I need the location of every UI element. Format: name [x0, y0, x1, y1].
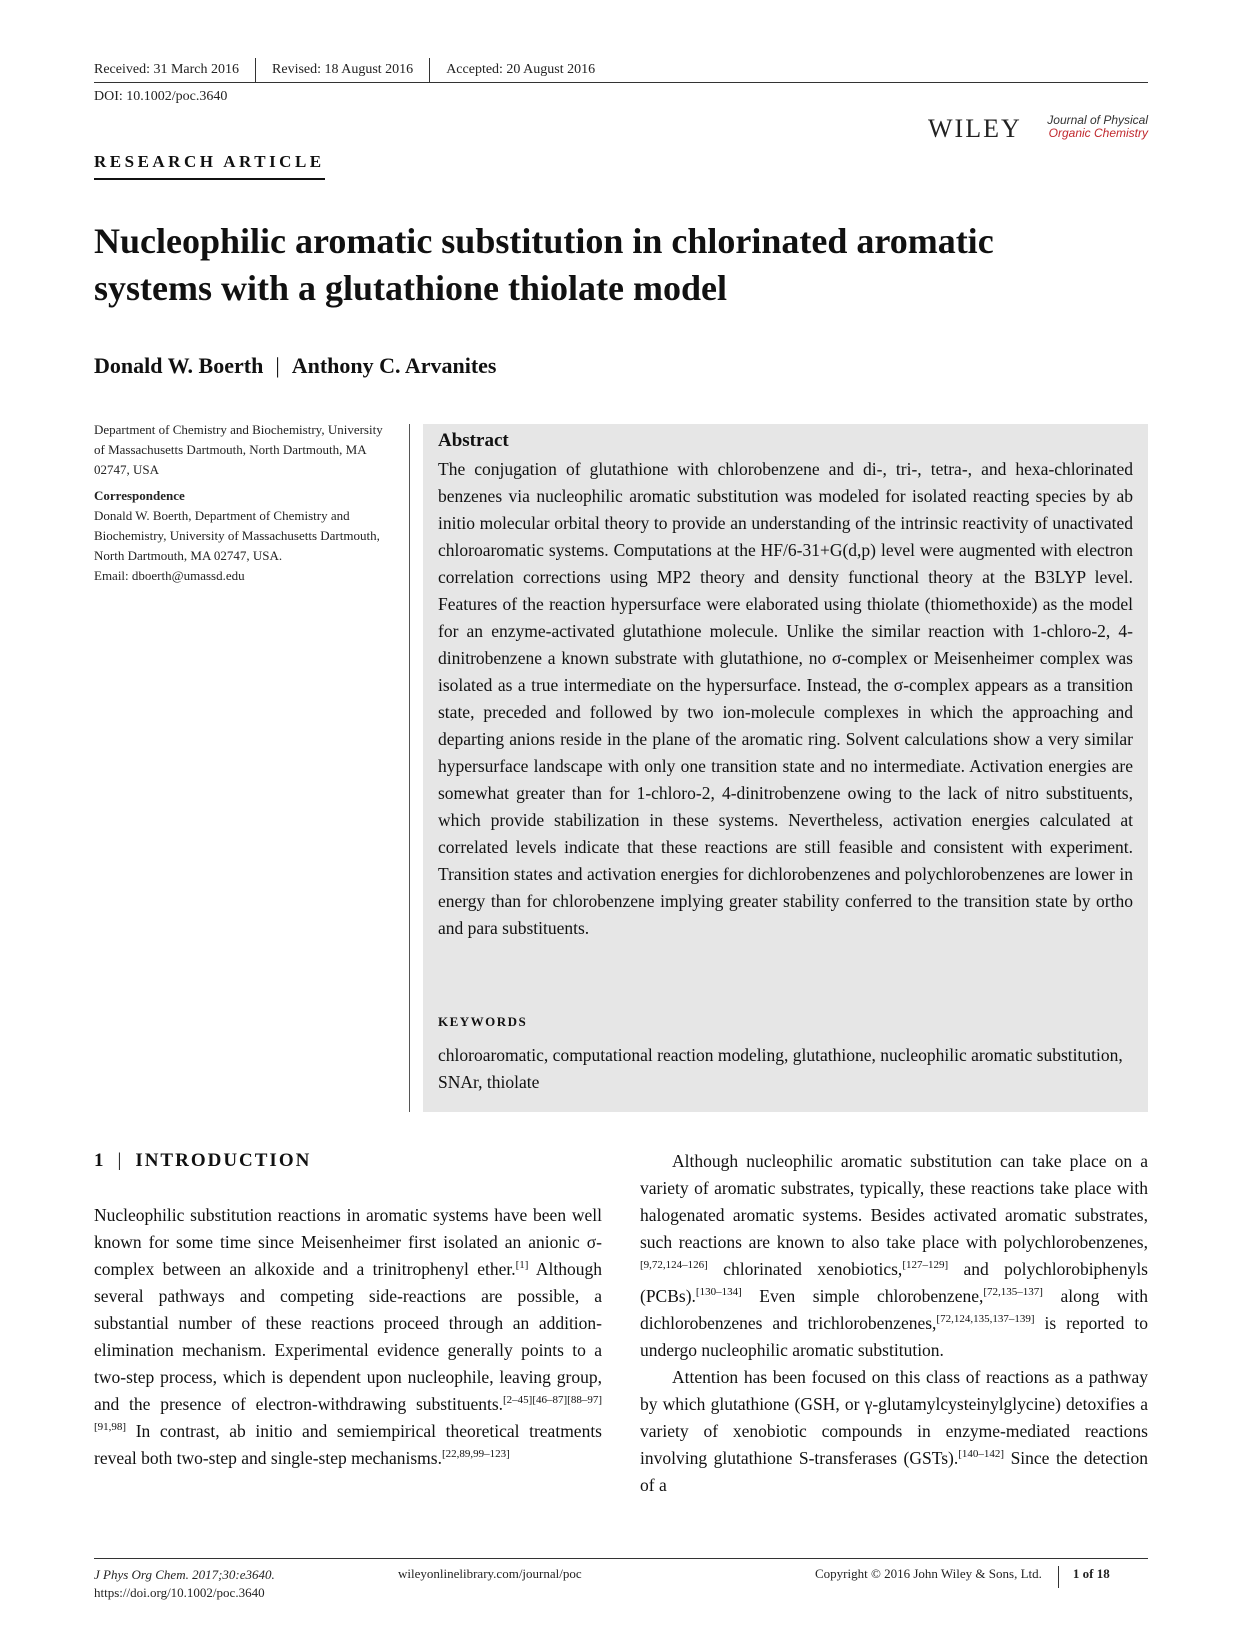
body-text: Nucleophilic substitution reactions in aromatic systems have been well known for some time since Meisenheimer first isolated an anionic σ-complex between an alkoxide and a trinitrophenyl ether. [94, 1205, 602, 1279]
section-heading [94, 1150, 311, 1172]
section-title: INTRODUCTION [135, 1150, 312, 1171]
journal-logo-line1: Journal of Physical [1047, 113, 1148, 127]
paper-title: Nucleophilic aromatic substitution in chlorinated aromatic systems with a glutathione thiolate model [94, 221, 994, 308]
affiliation-block [94, 420, 394, 586]
author-separator: | [275, 353, 280, 378]
body-column-left [94, 1202, 602, 1472]
divider [429, 58, 430, 82]
keywords-heading: KEYWORDS [438, 1014, 528, 1029]
page-number: 1 of 18 [1072, 1566, 1110, 1581]
journal-logo [1038, 114, 1148, 140]
publisher-logo: WILEY [928, 114, 1022, 143]
footer-citation: J Phys Org Chem. 2017;30:e3640. [94, 1567, 275, 1582]
keywords-text: chloroaromatic, computational reaction modeling, glutathione, nucleophilic aromatic substitution, SNAr, thiolate [438, 1045, 1123, 1092]
body-column-right [640, 1148, 1148, 1499]
copyright: Copyright © 2016 John Wiley & Sons, Ltd. [815, 1566, 1042, 1581]
body-text: and polychlorobiphenyls (PCBs). [640, 1259, 1148, 1306]
paragraph [640, 1148, 1148, 1364]
footer-right [815, 1566, 1110, 1588]
correspondence-address: Donald W. Boerth, Department of Chemistry and Biochemistry, University of Massachusetts Dartmouth, North Dartmouth, MA 02747, USA. [94, 508, 380, 563]
body-text: In contrast, ab initio and semiempirical theoretical treatments reveal both two-step and single-step mechanisms. [94, 1421, 602, 1468]
body-text: Although nucleophilic aromatic substitution can take place on a variety of aromatic substrates, typically, these reactions take place with halogenated aromatic systems. Besides activated aromatic substrates, such reactions are known to also take place with polychlorobenzenes, [640, 1151, 1148, 1252]
received-date: Received: 31 March 2016 [94, 62, 240, 77]
citation-ref[interactable]: [140–142] [958, 1448, 1005, 1460]
author-name[interactable]: Anthony C. Arvanites [291, 353, 497, 378]
divider [1058, 1566, 1059, 1588]
citation-ref[interactable]: [22,89,99–123] [441, 1448, 510, 1460]
citation-ref[interactable]: [127–129] [902, 1259, 949, 1271]
body-text: chlorinated xenobiotics, [707, 1259, 903, 1279]
section-number: 1 [94, 1150, 106, 1171]
body-text: Attention has been focused on this class of reactions as a pathway by which glutathione (GSH, or γ-glutamylcysteinylglycine) detoxifies a variety of xenobiotic compounds in enzyme-mediated reactions involving glutathione S-transferases (GSTs). [640, 1367, 1148, 1468]
citation-ref[interactable]: [9,72,124–126] [640, 1259, 708, 1271]
accepted-date: Accepted: 20 August 2016 [446, 62, 596, 77]
footer-site-link[interactable]: wileyonlinelibrary.com/journal/poc [398, 1566, 582, 1581]
footer-citation-block [94, 1566, 275, 1602]
body-text: Even simple chlorobenzene, [741, 1286, 984, 1306]
journal-logo-line2: Organic Chemistry [1048, 126, 1148, 140]
body-text: is reported to undergo nucleophilic aromatic substitution. [640, 1313, 1148, 1360]
body-text: Since the detection of a [640, 1448, 1148, 1495]
abstract-text: The conjugation of glutathione with chlorobenzene and di-, tri-, tetra-, and hexa-chlorinated benzenes via nucleophilic aromatic substitution was modeled for isolated reacting species by ab initio molecular orbital theory to provide an understanding of the intrinsic reactivity of unactivated chloroaromatic systems. Computations at the HF/6-31+G(d,p) level were augmented with electron correlation corrections using MP2 theory and density functional theory at the B3LYP level. Features of the reaction hypersurface were elaborated using thiolate (thiomethoxide) as the model for an enzyme-activated glutathione molecule. Unlike the similar reaction with 1-chloro-2, 4-dinitrobenzene a known substrate with glutathione, no σ-complex or Meisenheimer complex was isolated as a true intermediate on the hypersurface. Instead, the σ-complex appears as a transition state, preceded and followed by two ion-molecule complexes in which the approaching and departing anions reside in the plane of the aromatic ring. Solvent calculations show a very similar hypersurface landscape with only one transition state and no intermediate. Activation energies are somewhat greater than for 1-chloro-2, 4-dinitrobenzene owing to the lack of nitro substituents, which provide stabilization in these systems. Nevertheless, activation energies calculated at correlated levels indicate that these reactions are still feasible and consistent with experiment. Transition states and activation energies for dichlorobenzenes and polychlorobenzenes are lower in energy than for chlorobenzene implying greater stability conferred to the transition state by ortho and para substituents. [438, 459, 1133, 938]
footer-doi-link[interactable]: https://doi.org/10.1002/poc.3640 [94, 1585, 265, 1600]
correspondence-email[interactable]: Email: dboerth@umassd.edu [94, 568, 245, 583]
citation-ref[interactable]: [1] [515, 1259, 529, 1271]
footer-rule [94, 1558, 1148, 1559]
citation-ref[interactable]: [72,135–137] [983, 1286, 1043, 1298]
author-name[interactable]: Donald W. Boerth [94, 353, 264, 378]
header-rule [94, 82, 1148, 83]
abstract-rule [409, 424, 410, 1112]
affiliation: Department of Chemistry and Biochemistry, University of Massachusetts Dartmouth, North Dartmouth, MA 02747, USA [94, 422, 383, 477]
body-text: Although several pathways and competing side-reactions are possible, a substantial number of these reactions proceed through an addition-elimination mechanism. Experimental evidence generally points to a two-step process, which is dependent upon nucleophile, leaving group, and the presence of electron-withdrawing substituents. [94, 1259, 602, 1414]
citation-ref[interactable]: [130–134] [695, 1286, 742, 1298]
article-history [94, 58, 595, 82]
doi[interactable]: DOI: 10.1002/poc.3640 [94, 89, 228, 104]
abstract-heading: Abstract [438, 430, 509, 451]
citation-ref[interactable]: [72,124,135,137–139] [936, 1313, 1035, 1325]
citation-ref[interactable]: [2–45][46–87][88–97][91,98] [94, 1394, 602, 1433]
body-text: along with dichlorobenzenes and trichlorobenzenes, [640, 1286, 1148, 1333]
paragraph [640, 1364, 1148, 1499]
author-list [94, 353, 496, 379]
section-separator: | [117, 1150, 124, 1171]
divider [255, 58, 256, 82]
revised-date: Revised: 18 August 2016 [272, 62, 414, 77]
correspondence-heading: Correspondence [94, 488, 185, 503]
article-type: RESEARCH ARTICLE [94, 152, 325, 180]
